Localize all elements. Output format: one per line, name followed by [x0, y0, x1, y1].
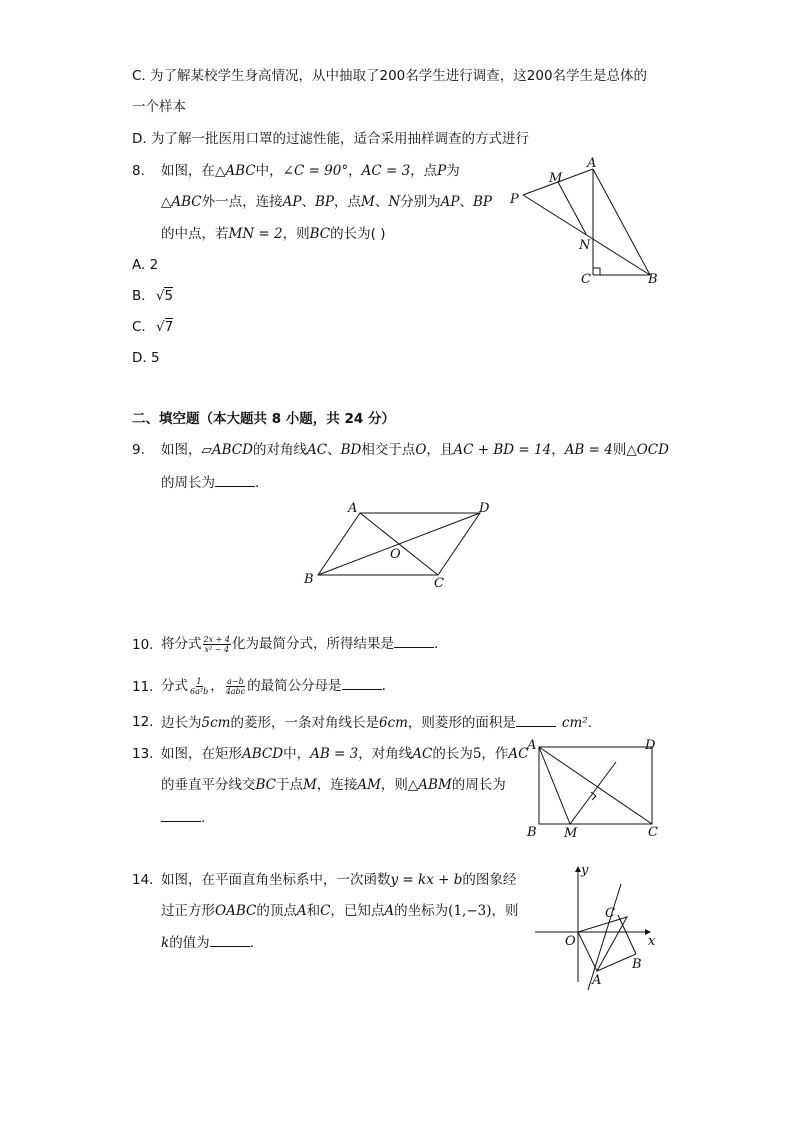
- q9-label-c: C: [434, 576, 444, 591]
- q8-option-d: D. 5: [132, 350, 160, 366]
- section-2-heading: 二、填空题（本大题共 8 小题，共 24 分）: [132, 411, 395, 427]
- q14-label-y: y: [581, 863, 589, 878]
- q8-label-c: C: [581, 272, 591, 287]
- q8-option-b: B. √5: [132, 288, 174, 304]
- q9-number: 9.: [132, 442, 145, 458]
- q9-label-o: O: [390, 547, 401, 562]
- q13-label-d: D: [645, 738, 656, 753]
- q8-number: 8.: [132, 163, 145, 179]
- q14-label-a: A: [592, 973, 602, 988]
- q10-fraction: $\frac{2x + 4}{\text{x² − 4}}$: [203, 634, 230, 654]
- q9-label-b: B: [304, 572, 314, 587]
- q13-seg-am: [539, 747, 570, 824]
- q8-seg-ab: [593, 169, 650, 275]
- sqrt-icon: √: [155, 288, 165, 304]
- q14-label-b: B: [632, 957, 642, 972]
- q12-line: 边长为5cm的菱形，一条对角线长是6cm，则菱形的面积是 cm².: [161, 715, 592, 731]
- q10-line: 将分式 $\frac{2x + 4}{\text{x² − 4}}$ 化为最简分式，所得结果是 .: [161, 634, 439, 654]
- q8-option-a: A. 2: [132, 257, 159, 273]
- q14-label-c: C: [605, 906, 615, 921]
- q14-line2: 过正方形OABC的顶点A和C，已知点A的坐标为(1,−3)，则: [161, 903, 519, 919]
- q8-label-a: A: [587, 156, 597, 171]
- q9-figure: [300, 498, 500, 593]
- q14-square-side-ab: [597, 954, 636, 971]
- q11-line: 分式 $\frac{1}{\text{6a²b}}$ ， $\frac{a-b}{\text{4abc}}$ 的最简公分母是 .: [161, 676, 386, 696]
- answer-blank: [215, 473, 255, 487]
- q8-seg-pb: [523, 195, 650, 275]
- q8-figure: [505, 155, 670, 290]
- q14-line1: 如图，在平面直角坐标系中，一次函数y = kx + b的图象经: [161, 872, 517, 888]
- q8-right-angle-mark: [593, 268, 600, 275]
- q13-line3: .: [161, 808, 205, 827]
- answer-blank: [516, 713, 556, 727]
- answer-blank: [210, 933, 250, 947]
- q7-option-c-line2: 一个样本: [132, 99, 186, 115]
- answer-blank: [342, 676, 382, 690]
- q13-figure: [524, 736, 664, 841]
- sqrt-icon: √: [156, 319, 165, 335]
- q14-number: 14.: [132, 872, 154, 888]
- q8-line2: △ABC外一点，连接AP、BP，点M、N分别为AP、BP: [161, 194, 492, 210]
- answer-blank: [161, 808, 201, 822]
- q13-diag-ac: [539, 747, 652, 824]
- q10-number: 10.: [132, 637, 154, 653]
- q12-number: 12.: [132, 714, 154, 730]
- q7-option-d: D. 为了解一批医用口罩的过滤性能，适合采用抽样调查的方式进行: [132, 131, 529, 147]
- q8-option-c: C. √7: [132, 319, 174, 335]
- q9-label-a: A: [348, 501, 358, 516]
- q13-label-b: B: [527, 825, 537, 840]
- q13-line1: 如图，在矩形ABCD中，AB = 3，对角线AC的长为5，作AC: [161, 746, 529, 762]
- q11-fraction-2: $\frac{a-b}{\text{4abc}}$: [225, 676, 246, 696]
- q14-square-side-bc: [618, 915, 636, 954]
- q11-fraction-1: $\frac{1}{\text{6a²b}}$: [190, 676, 209, 696]
- q11-number: 11.: [132, 679, 154, 695]
- q7-option-c-line1: C. 为了解某校学生身高情况，从中抽取了200名学生进行调查，这200名学生是总体的: [132, 68, 648, 84]
- q8-label-b: B: [648, 272, 658, 287]
- q13-label-a: A: [527, 738, 537, 753]
- q9-line2: 的周长为 .: [161, 475, 260, 491]
- q14-figure: [532, 862, 667, 997]
- q13-label-c: C: [648, 825, 658, 840]
- q8-label-p: P: [510, 192, 519, 207]
- q8-label-m: M: [549, 171, 563, 186]
- q8-line3: 的中点，若MN = 2，则BC的长为( ): [161, 226, 386, 242]
- q9-label-d: D: [479, 501, 490, 516]
- q13-line2: 的垂直平分线交BC于点M，连接AM，则△ABM的周长为: [161, 777, 506, 793]
- q14-label-x: x: [648, 934, 656, 949]
- q14-label-o: O: [565, 934, 576, 949]
- q13-label-m: M: [564, 826, 578, 841]
- q13-right-angle-mark: [591, 792, 596, 800]
- q9-line1: 如图，▱ABCD的对角线AC、BD相交于点O，且AC + BD = 14，AB = 4则△OCD: [161, 442, 669, 458]
- q14-line3: k的值为 .: [161, 935, 254, 951]
- q9-diag-bd: [318, 513, 480, 575]
- q8-line1: 如图，在△ABC中，∠C = 90°，AC = 3，点P为: [161, 163, 460, 179]
- q8-label-n: N: [579, 238, 591, 253]
- answer-blank: [394, 634, 434, 648]
- q13-number: 13.: [132, 746, 154, 762]
